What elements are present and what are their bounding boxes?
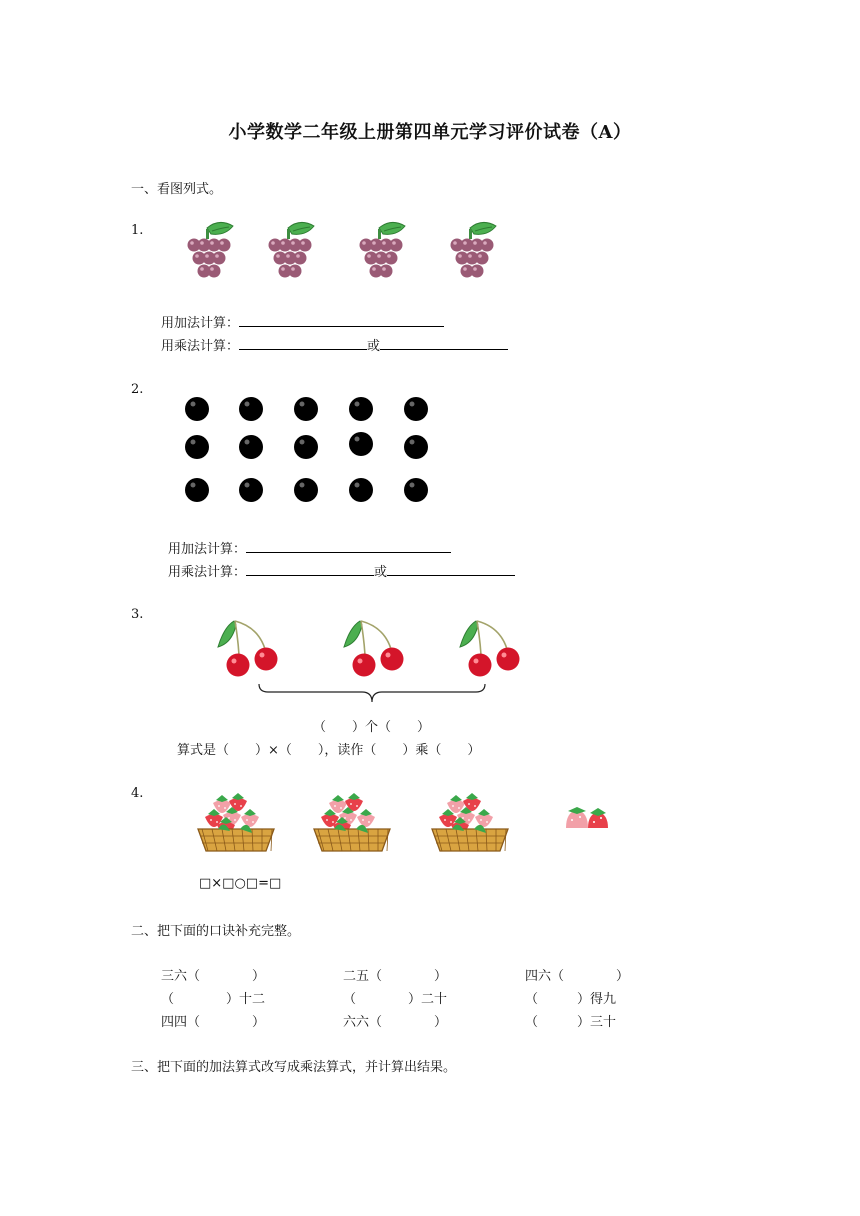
q1-number: 1. xyxy=(131,223,144,238)
q3-formula: 算式是（ ）×（ ），读作（ ）乘（ ） xyxy=(177,743,481,758)
rhyme-item: 三六（ ） xyxy=(161,969,266,984)
or-text: 或 xyxy=(367,339,381,354)
addition-label: 用加法计算： xyxy=(161,316,240,331)
q2-number: 2. xyxy=(131,382,144,397)
rhyme-item: （ ）三十 xyxy=(525,1015,617,1030)
rhyme-item: 二五（ ） xyxy=(343,969,448,984)
page-title: 小学数学二年级上册第四单元学习评价试卷（A） xyxy=(228,122,632,143)
rhyme-item: 六六（ ） xyxy=(343,1015,448,1030)
section-2-heading: 二、把下面的口诀补充完整。 xyxy=(131,924,301,939)
q3-number: 3. xyxy=(131,607,144,622)
rhyme-item: （ ）十二 xyxy=(161,992,266,1007)
rhyme-item: （ ）二十 xyxy=(343,992,448,1007)
section-1-heading: 一、看图列式。 xyxy=(131,182,223,197)
rhyme-item: 四四（ ） xyxy=(161,1015,266,1030)
addition-label: 用加法计算： xyxy=(168,542,247,557)
rhyme-item: （ ）得九 xyxy=(525,992,617,1007)
rhyme-item: 四六（ ） xyxy=(525,969,630,984)
q4-number: 4. xyxy=(131,786,144,801)
or-text: 或 xyxy=(374,565,388,580)
q4-equation: □×□○□=□ xyxy=(199,876,282,891)
section-3-heading: 三、把下面的加法算式改写成乘法算式，并计算出结果。 xyxy=(131,1060,457,1075)
multiplication-label: 用乘法计算： xyxy=(161,339,240,354)
multiplication-label: 用乘法计算： xyxy=(168,565,247,580)
brace-caption: （ ）个（ ） xyxy=(313,720,431,735)
